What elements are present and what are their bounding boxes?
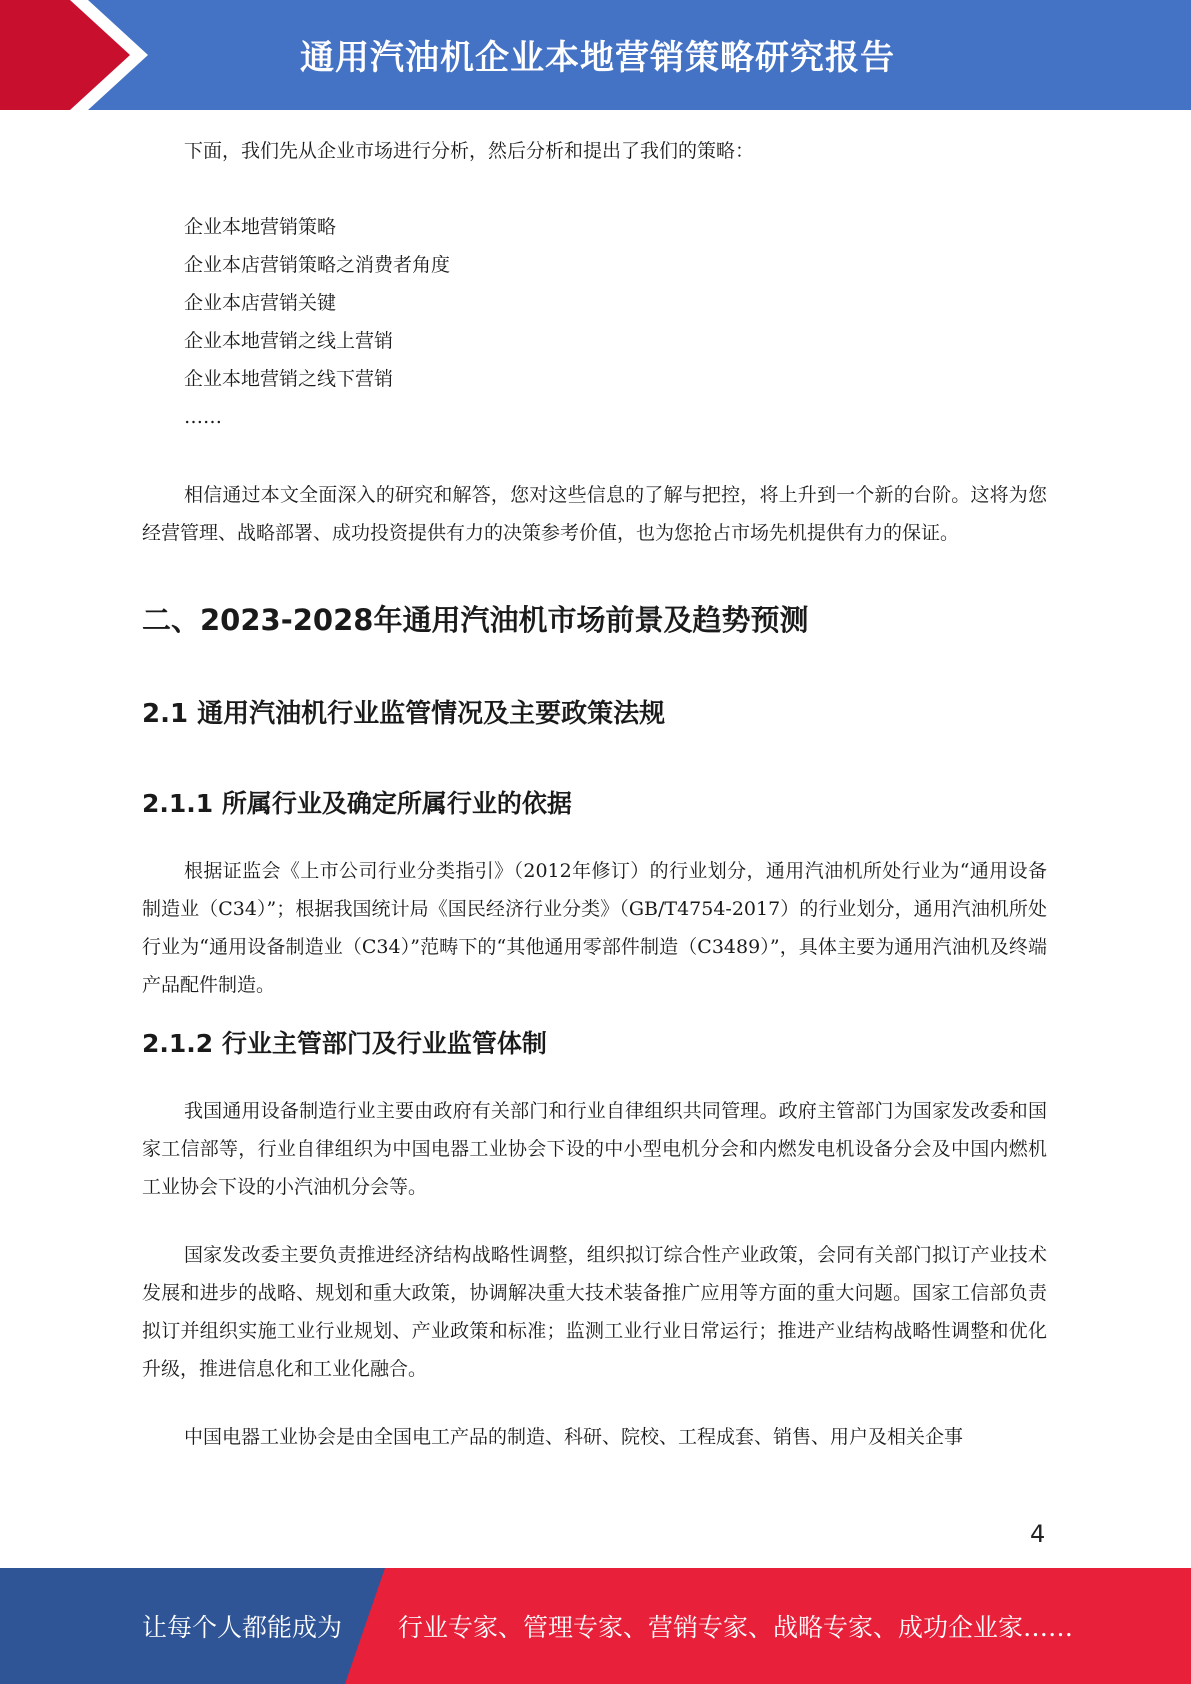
body-paragraph: 我国通用设备制造行业主要由政府有关部门和行业自律组织共同管理。政府主管部门为国家发改委和国家工信部等，行业自律组织为中国电器工业协会下设的中小型电机分会和内燃发电机设备分会及中国内燃机工业协会下设的小汽油机分会等。 [142, 1100, 1047, 1198]
closing-paragraph: 相信通过本文全面深入的研究和解答，您对这些信息的了解与把控，将上升到一个新的台阶。这将为您经营管理、战略部署、成功投资提供有力的决策参考价值，也为您抢占市场先机提供有力的保证。 [142, 484, 1047, 544]
list-item: 企业本店营销策略之消费者角度 [184, 254, 451, 276]
subsubsection-heading: 2.1.2 行业主管部门及行业监管体制 [142, 1029, 547, 1058]
document-title: 通用汽油机企业本地营销策略研究报告 [300, 38, 895, 78]
strategy-list [142, 208, 1047, 436]
page-number: 4 [1030, 1520, 1046, 1548]
footer-slogan-right: 行业专家、管理专家、营销专家、战略专家、成功企业家…… [398, 1613, 1074, 1642]
body-paragraph: 中国电器工业协会是由全国电工产品的制造、科研、院校、工程成套、销售、用户及相关企事 [184, 1426, 964, 1448]
list-item: …… [184, 406, 222, 428]
subsubsection-heading: 2.1.1 所属行业及确定所属行业的依据 [142, 789, 572, 818]
footer-band [0, 1568, 1191, 1684]
section-heading: 二、2023-2028年通用汽油机市场前景及趋势预测 [142, 603, 809, 637]
list-item: 企业本地营销策略 [184, 216, 337, 238]
list-item: 企业本地营销之线下营销 [184, 368, 394, 390]
body-paragraph: 国家发改委主要负责推进经济结构战略性调整，组织拟订综合性产业政策，会同有关部门拟订产业技术发展和进步的战略、规划和重大政策，协调解决重大技术装备推广应用等方面的重大问题。国家工信部负责拟订并组织实施工业行业规划、产业政策和标准；监测工业行业日常运行；推进产业结构战略性调整和优化升级，推进信息化和工业化融合。 [142, 1244, 1047, 1380]
header-band [0, 0, 1191, 110]
intro-paragraph: 下面，我们先从企业市场进行分析，然后分析和提出了我们的策略： [184, 140, 755, 162]
subsection-heading: 2.1 通用汽油机行业监管情况及主要政策法规 [142, 699, 666, 729]
page-content [142, 132, 1047, 1456]
list-item: 企业本店营销关键 [184, 292, 337, 314]
body-paragraph: 根据证监会《上市公司行业分类指引》（2012年修订）的行业划分，通用汽油机所处行业为“通用设备制造业（C34）”；根据我国统计局《国民经济行业分类》（GB/T4754-2017）的行业划分，通用汽油机所处行业为“通用设备制造业（C34）”范畴下的“其他通用零部件制造（C3489）”，具体主要为通用汽油机及终端产品配件制造。 [142, 860, 1047, 996]
list-item: 企业本地营销之线上营销 [184, 330, 394, 352]
footer-slogan-left: 让每个人都能成为 [142, 1613, 343, 1642]
header-arrow-decoration [0, 0, 160, 110]
